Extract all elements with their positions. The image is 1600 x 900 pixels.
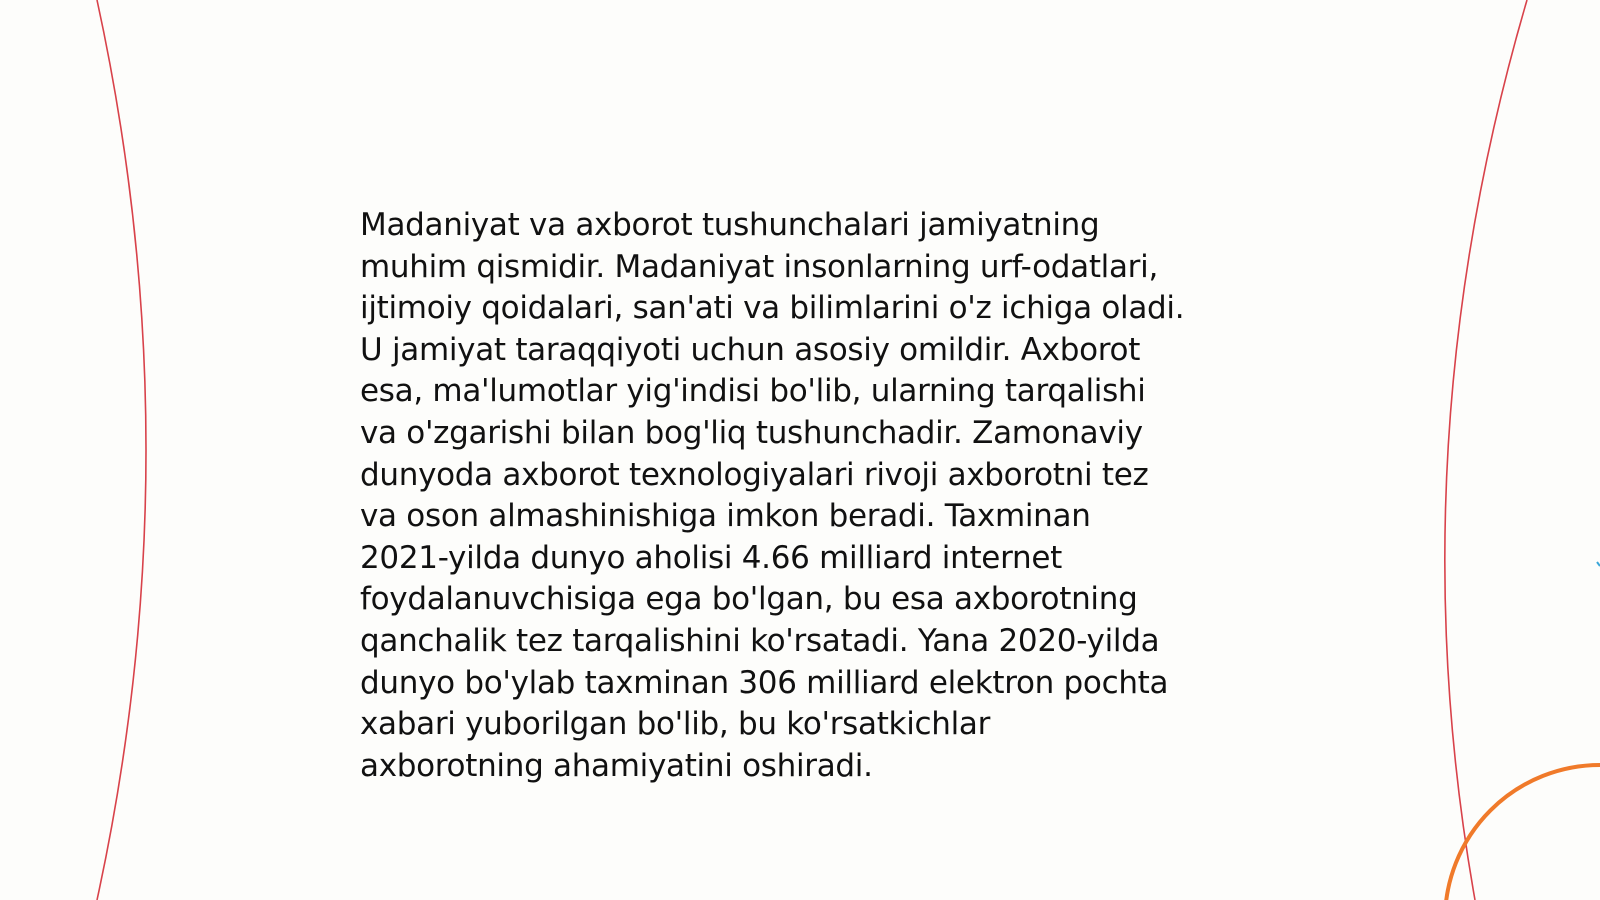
paragraph-line: dunyo bo'ylab taxminan 306 milliard elektron pochta [360, 664, 1169, 701]
orange-circle-arc [1445, 765, 1600, 900]
paragraph-line: dunyoda axborot texnologiyalari rivoji axborotni tez [360, 456, 1149, 493]
right-red-arc [1445, 0, 1527, 900]
paragraph-line: muhim qismidir. Madaniyat insonlarning urf-odatlari, [360, 248, 1158, 285]
body-paragraph [360, 205, 1260, 787]
paragraph-line: ijtimoiy qoidalari, san'ati va bilimlarini o'z ichiga oladi. [360, 290, 1185, 327]
paragraph-line: va oson almashinishiga imkon beradi. Taxminan [360, 498, 1091, 535]
paragraph-line: qanchalik tez tarqalishini ko'rsatadi. Yana 2020-yilda [360, 622, 1160, 659]
paragraph-line: U jamiyat taraqqiyoti uchun asosiy omildir. Axborot [360, 331, 1141, 368]
paragraph-line: xabari yuborilgan bo'lib, bu ko'rsatkichlar [360, 706, 991, 743]
left-red-arc [97, 0, 146, 900]
paragraph-line: Madaniyat va axborot tushunchalari jamiyatning [360, 207, 1100, 243]
paragraph-line: foydalanuvchisiga ega bo'lgan, bu esa axborotning [360, 581, 1138, 618]
paragraph-line: va o'zgarishi bilan bog'liq tushunchadir. Zamonaviy [360, 414, 1143, 451]
paragraph-line: axborotning ahamiyatini oshiradi. [360, 747, 873, 784]
paragraph-line: esa, ma'lumotlar yig'indisi bo'lib, ularning tarqalishi [360, 373, 1146, 410]
paragraph-line: 2021-yilda dunyo aholisi 4.66 milliard internet [360, 539, 1062, 576]
